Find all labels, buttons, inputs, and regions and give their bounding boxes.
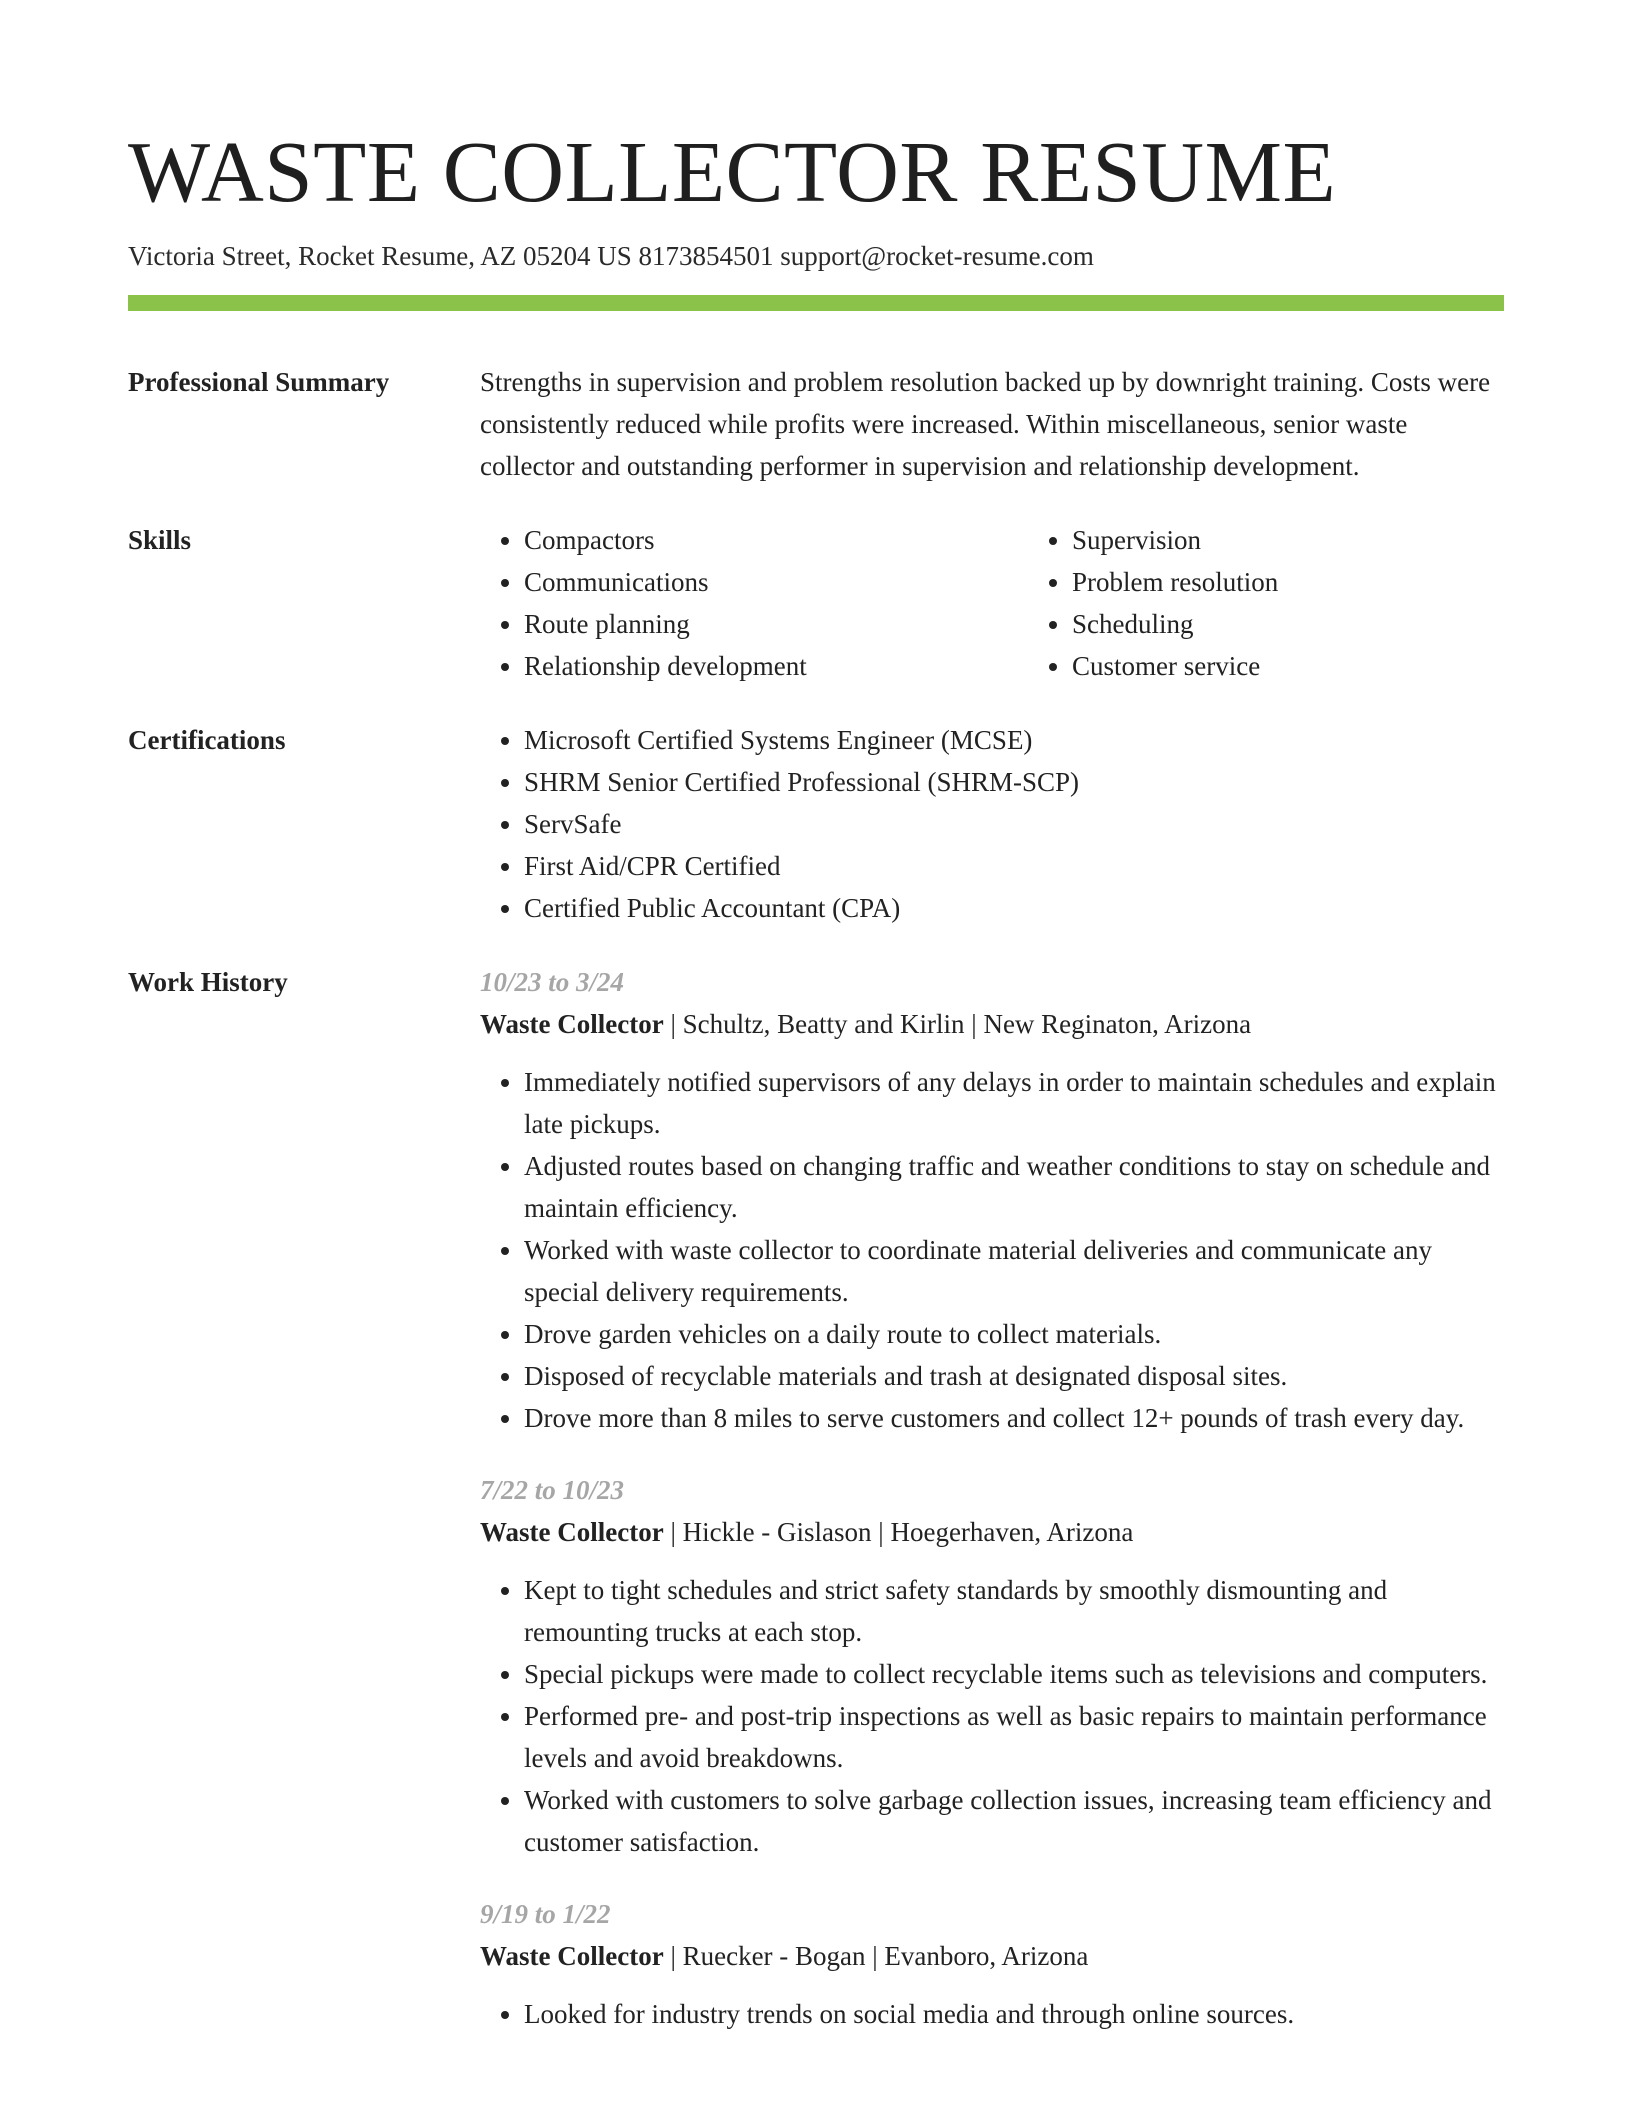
skill-item: • Supervision xyxy=(1072,519,1532,561)
job-bullets xyxy=(480,1993,1504,2035)
skill-item: • Scheduling xyxy=(1072,603,1532,645)
certifications-body xyxy=(480,719,1504,929)
certification-item: • SHRM Senior Certified Professional (SHRM-SCP) xyxy=(524,761,1504,803)
certifications-section xyxy=(128,719,1504,929)
job-bullet: • Worked with waste collector to coordinate material deliveries and communicate any special delivery requirements. xyxy=(524,1229,1504,1313)
section-label: Work History xyxy=(128,967,288,998)
skill-item: • Route planning xyxy=(524,603,984,645)
job-title: Waste Collector xyxy=(480,1517,664,1548)
skill-item: • Communications xyxy=(524,561,984,603)
job-heading xyxy=(480,1935,1504,1977)
section-label: Professional Summary xyxy=(128,367,390,398)
work-history-section xyxy=(128,961,1504,2035)
certification-item: • Microsoft Certified Systems Engineer (MCSE) xyxy=(524,719,1504,761)
certification-item: • ServSafe xyxy=(524,803,1504,845)
job-bullet: • Special pickups were made to collect recyclable items such as televisions and computers. xyxy=(524,1653,1504,1695)
job-bullets xyxy=(480,1569,1504,1863)
job-bullet: • Worked with customers to solve garbage collection issues, increasing team efficiency and customer satisfaction. xyxy=(524,1779,1504,1863)
job-bullet: • Disposed of recyclable materials and trash at designated disposal sites. xyxy=(524,1355,1504,1397)
job-bullet: • Drove garden vehicles on a daily route to collect materials. xyxy=(524,1313,1504,1355)
skill-item: • Problem resolution xyxy=(1072,561,1532,603)
job-title: Waste Collector xyxy=(480,1941,664,1972)
resume-title: WASTE COLLECTOR RESUME xyxy=(128,123,1337,220)
job-heading xyxy=(480,1003,1504,1045)
certifications-list xyxy=(480,719,1504,929)
skills-section xyxy=(128,519,1504,687)
job-dates: 7/22 to 10/23 xyxy=(480,1475,625,1506)
job-company-location: | Ruecker - Bogan | Evanboro, Arizona xyxy=(663,1941,1089,1972)
skill-item: • Customer service xyxy=(1072,645,1532,687)
certification-item: • Certified Public Accountant (CPA) xyxy=(524,887,1504,929)
contact-line: Victoria Street, Rocket Resume, AZ 05204 US 8173854501 support@rocket-resume.com xyxy=(128,241,1094,271)
job-title: Waste Collector xyxy=(480,1009,664,1040)
certification-item: • First Aid/CPR Certified xyxy=(524,845,1504,887)
job-bullet: • Immediately notified supervisors of any delays in order to maintain schedules and explain late pickups. xyxy=(524,1061,1504,1145)
section-label: Skills xyxy=(128,525,192,556)
skill-item: • Compactors xyxy=(524,519,984,561)
job-company-location: | Hickle - Gislason | Hoegerhaven, Arizona xyxy=(663,1517,1134,1548)
section-label: Certifications xyxy=(128,725,286,756)
professional-summary-section xyxy=(128,361,1504,487)
skills-list-right xyxy=(1028,519,1532,687)
job-bullet: • Adjusted routes based on changing traffic and weather conditions to stay on schedule and maintain efficiency. xyxy=(524,1145,1504,1229)
job-bullet: • Kept to tight schedules and strict safety standards by smoothly dismounting and remounting trucks at each stop. xyxy=(524,1569,1504,1653)
job-bullet: • Performed pre- and post-trip inspections as well as basic repairs to maintain performance levels and avoid breakdowns. xyxy=(524,1695,1504,1779)
summary-text: Strengths in supervision and problem resolution backed up by downright training. Costs were consistently reduced while profits were increased. Within miscellaneous, senior waste collector and outstanding performer in supervision and relationship development. xyxy=(480,367,1491,482)
job-company-location: | Schultz, Beatty and Kirlin | New Reginaton, Arizona xyxy=(663,1009,1252,1040)
job-bullets xyxy=(480,1061,1504,1439)
job-bullet: • Drove more than 8 miles to serve customers and collect 12+ pounds of trash every day. xyxy=(524,1397,1504,1439)
job-dates: 10/23 to 3/24 xyxy=(480,967,625,998)
skills-list-left xyxy=(480,519,984,687)
skill-item: • Relationship development xyxy=(524,645,984,687)
job-entry xyxy=(480,1893,1504,2035)
skills-columns xyxy=(480,519,1532,687)
resume-page xyxy=(128,118,1504,2035)
job-dates: 9/19 to 1/22 xyxy=(480,1899,611,1930)
job-entry xyxy=(480,961,1504,1439)
job-entry xyxy=(480,1469,1504,1863)
job-bullet: • Looked for industry trends on social media and through online sources. xyxy=(524,1993,1504,2035)
accent-divider xyxy=(128,295,1504,311)
job-heading xyxy=(480,1511,1504,1553)
work-history-body xyxy=(480,961,1504,2035)
